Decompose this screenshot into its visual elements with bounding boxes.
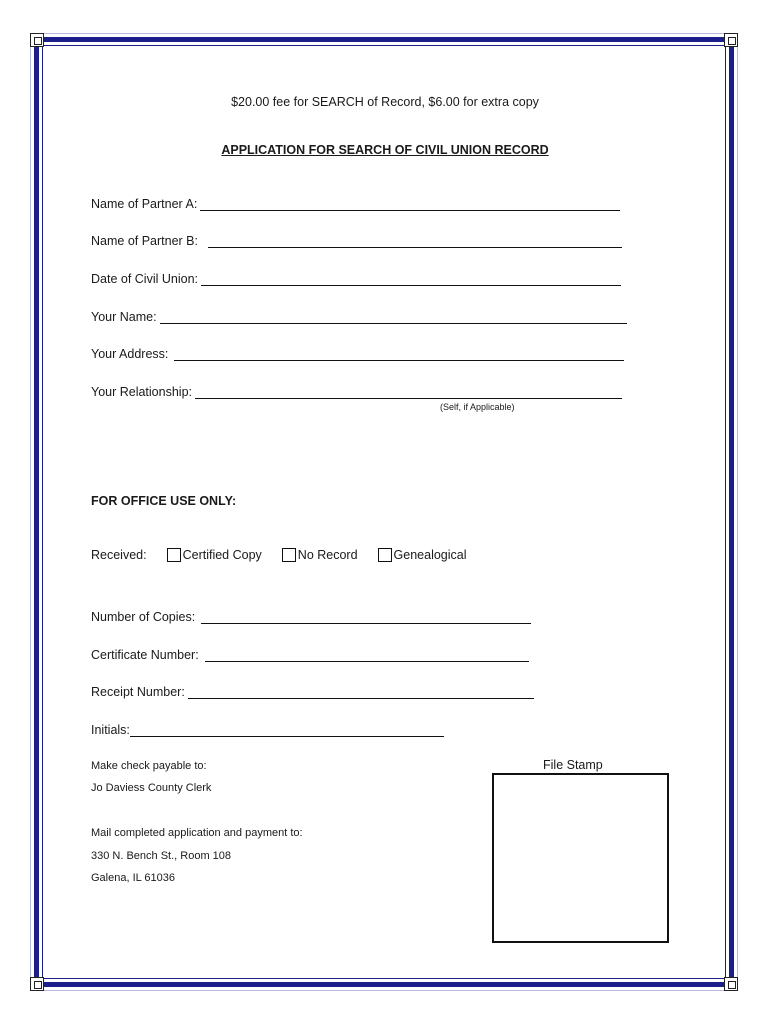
address-line-1: 330 N. Bench St., Room 108	[91, 850, 232, 862]
receipt-number-label: Receipt Number:	[91, 685, 185, 699]
mail-label: Mail completed application and payment to:	[91, 827, 303, 839]
your-relationship-input-line[interactable]	[195, 384, 622, 399]
form-title: APPLICATION FOR SEARCH OF CIVIL UNION RECORD	[221, 143, 549, 157]
your-relationship-label: Your Relationship:	[91, 385, 192, 399]
receipt-number-input-line[interactable]	[188, 684, 534, 699]
payable-label: Make check payable to:	[91, 760, 207, 772]
certified-copy-option[interactable]	[167, 548, 262, 562]
certified-copy-checkbox[interactable]	[167, 548, 181, 562]
your-name-input-line[interactable]	[160, 309, 627, 324]
civil-union-date-field-row	[91, 268, 621, 286]
file-stamp-label: File Stamp	[543, 758, 603, 772]
initials-field-row	[91, 719, 444, 737]
initials-label: Initials:	[91, 723, 130, 737]
receipt-number-field-row	[91, 681, 534, 699]
partner-a-field-row	[91, 193, 620, 211]
no-record-label: No Record	[297, 548, 358, 562]
genealogical-label: Genealogical	[393, 548, 467, 562]
your-name-label: Your Name:	[91, 310, 157, 324]
partner-b-field-row	[91, 230, 622, 248]
received-row	[91, 548, 487, 562]
genealogical-checkbox[interactable]	[378, 548, 392, 562]
your-relationship-field-row	[91, 381, 622, 399]
certificate-number-label: Certificate Number:	[91, 648, 199, 662]
corner-ornament-bottom-left	[30, 977, 44, 991]
your-address-label: Your Address:	[91, 347, 169, 361]
genealogical-option[interactable]	[378, 548, 467, 562]
received-label: Received:	[91, 548, 147, 562]
certificate-number-field-row	[91, 644, 529, 662]
your-address-field-row	[91, 343, 624, 361]
fee-text: $20.00 fee for SEARCH of Record, $6.00 for extra copy	[231, 95, 539, 109]
address-line-2: Galena, IL 61036	[91, 872, 175, 884]
office-use-heading: FOR OFFICE USE ONLY:	[91, 494, 237, 508]
partner-b-input-line[interactable]	[208, 233, 622, 248]
civil-union-date-label: Date of Civil Union:	[91, 272, 198, 286]
certified-copy-label: Certified Copy	[182, 548, 262, 562]
initials-input-line[interactable]	[130, 722, 444, 737]
relationship-hint: (Self, if Applicable)	[440, 402, 515, 412]
certificate-number-input-line[interactable]	[205, 647, 529, 662]
corner-ornament-top-right	[724, 33, 738, 47]
number-of-copies-field-row	[91, 606, 531, 624]
partner-b-label: Name of Partner B:	[91, 234, 198, 248]
partner-a-input-line[interactable]	[200, 196, 620, 211]
no-record-checkbox[interactable]	[282, 548, 296, 562]
number-of-copies-label: Number of Copies:	[91, 610, 196, 624]
civil-union-date-input-line[interactable]	[201, 271, 621, 286]
partner-a-label: Name of Partner A:	[91, 197, 198, 211]
payable-to: Jo Daviess County Clerk	[91, 782, 212, 794]
no-record-option[interactable]	[282, 548, 358, 562]
your-address-input-line[interactable]	[174, 346, 624, 361]
your-name-field-row	[91, 306, 627, 324]
file-stamp-box	[492, 773, 669, 943]
number-of-copies-input-line[interactable]	[201, 609, 531, 624]
corner-ornament-bottom-right	[724, 977, 738, 991]
corner-ornament-top-left	[30, 33, 44, 47]
